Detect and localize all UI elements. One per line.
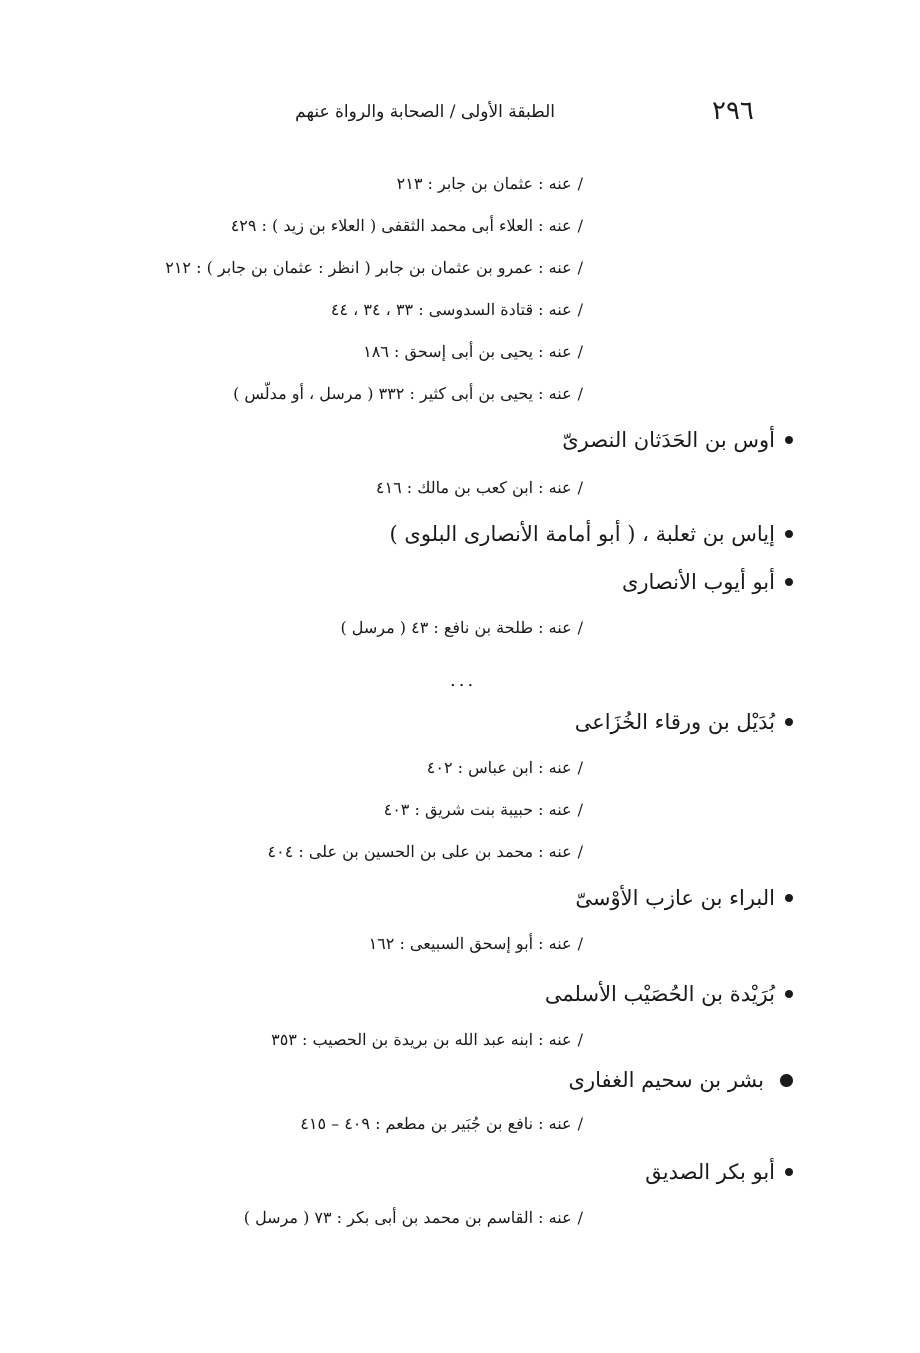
entry-line bbox=[376, 478, 583, 497]
entry-heading bbox=[390, 522, 793, 546]
entry-heading bbox=[575, 886, 793, 910]
entry-line bbox=[369, 934, 583, 953]
slash-mark: / bbox=[577, 258, 583, 277]
entry-text: عنه : أبو إسحق السبيعى : ١٦٢ bbox=[368, 934, 572, 953]
heading-text: إياس بن ثعلبة ، ( أبو أمامة الأنصارى البلوى ) bbox=[389, 522, 775, 546]
entry-text: عنه : ابن عباس : ٤٠٢ bbox=[426, 758, 572, 777]
slash-mark: / bbox=[577, 1208, 583, 1227]
heading-text: البراء بن عازب الأوْسىّ bbox=[575, 886, 775, 910]
entry-text: عنه : العلاء أبى محمد الثقفى ( العلاء بن زيد ) : ٤٢٩ bbox=[230, 216, 572, 235]
entry-text: عنه : يحيى بن أبى إسحق : ١٨٦ bbox=[363, 342, 572, 361]
entry-line bbox=[397, 174, 583, 193]
entry-text: عنه : نافع بن جُبَير بن مطعم : ٤٠٩ – ٤١٥ bbox=[300, 1114, 572, 1133]
slash-mark: / bbox=[577, 216, 583, 235]
entry-line bbox=[427, 758, 583, 777]
slash-mark: / bbox=[577, 800, 583, 819]
entry-heading bbox=[575, 710, 793, 734]
entry-heading bbox=[562, 428, 793, 452]
entry-line bbox=[233, 384, 583, 403]
entry-text: عنه : محمد بن على بن الحسين بن على : ٤٠٤ bbox=[267, 842, 572, 861]
slash-mark: / bbox=[577, 478, 583, 497]
entry-heading bbox=[622, 570, 793, 594]
entry-line bbox=[231, 216, 583, 235]
slash-mark: / bbox=[577, 1114, 583, 1133]
entry-line bbox=[244, 1208, 583, 1227]
entry-text: عنه : يحيى بن أبى كثير : ٣٣٢ ( مرسل ، أو مدلّس ) bbox=[233, 384, 572, 403]
bullet-icon bbox=[785, 578, 793, 586]
running-title: الطبقة الأولى / الصحابة والرواة عنهم bbox=[295, 102, 555, 122]
bullet-icon bbox=[780, 1074, 793, 1087]
heading-text: أبو أيوب الأنصارى bbox=[621, 570, 775, 594]
entry-line bbox=[268, 842, 584, 861]
slash-mark: / bbox=[577, 842, 583, 861]
entry-text: عنه : طلحة بن نافع : ٤٣ ( مرسل ) bbox=[340, 618, 572, 637]
entry-line bbox=[340, 618, 583, 637]
entry-heading bbox=[545, 982, 793, 1006]
slash-mark: / bbox=[577, 758, 583, 777]
bullet-icon bbox=[785, 894, 793, 902]
bullet-icon bbox=[785, 436, 793, 444]
entry-text: عنه : القاسم بن محمد بن أبى بكر : ٧٣ ( مرسل ) bbox=[243, 1208, 572, 1227]
slash-mark: / bbox=[577, 174, 583, 193]
bullet-icon bbox=[785, 990, 793, 998]
entry-text: عنه : ابنه عبد الله بن بريدة بن الحصيب : ٣٥٣ bbox=[271, 1030, 572, 1049]
entry-text: عنه : عثمان بن جابر : ٢١٣ bbox=[396, 174, 572, 193]
entry-text: عنه : ابن كعب بن مالك : ٤١٦ bbox=[375, 478, 572, 497]
heading-text: بُرَيْدة بن الحُصَيْب الأسلمى bbox=[544, 982, 775, 1006]
entry-line bbox=[331, 300, 583, 319]
page-number: ٢٩٦ bbox=[712, 96, 754, 126]
slash-mark: / bbox=[577, 384, 583, 403]
heading-text: بشر بن سحيم الغفارى bbox=[568, 1068, 764, 1092]
bullet-icon bbox=[785, 1168, 793, 1176]
entry-line bbox=[363, 342, 583, 361]
entry-heading bbox=[645, 1160, 793, 1184]
entry-line bbox=[384, 800, 583, 819]
entry-text: عنه : حبيبة بنت شريق : ٤٠٣ bbox=[383, 800, 572, 819]
slash-mark: / bbox=[577, 1030, 583, 1049]
slash-mark: / bbox=[577, 618, 583, 637]
heading-text: أبو بكر الصديق bbox=[645, 1160, 775, 1184]
bullet-icon bbox=[785, 718, 793, 726]
entry-line bbox=[271, 1030, 583, 1049]
bullet-icon bbox=[785, 530, 793, 538]
slash-mark: / bbox=[577, 934, 583, 953]
entry-line bbox=[165, 258, 583, 277]
heading-text: بُدَيْل بن ورقاء الخُزَاعى bbox=[574, 710, 775, 734]
entry-text: عنه : عمرو بن عثمان بن جابر ( انظر : عثمان بن جابر ) : ٢١٢ bbox=[165, 258, 572, 277]
slash-mark: / bbox=[577, 300, 583, 319]
heading-text: أوس بن الحَدَثان النصرىّ bbox=[562, 428, 775, 452]
section-separator: ... bbox=[450, 670, 477, 691]
entry-line bbox=[300, 1114, 583, 1133]
slash-mark: / bbox=[577, 342, 583, 361]
entry-heading bbox=[569, 1068, 793, 1092]
entry-text: عنه : قتادة السدوسى : ٣٣ ، ٣٤ ، ٤٤ bbox=[330, 300, 572, 319]
